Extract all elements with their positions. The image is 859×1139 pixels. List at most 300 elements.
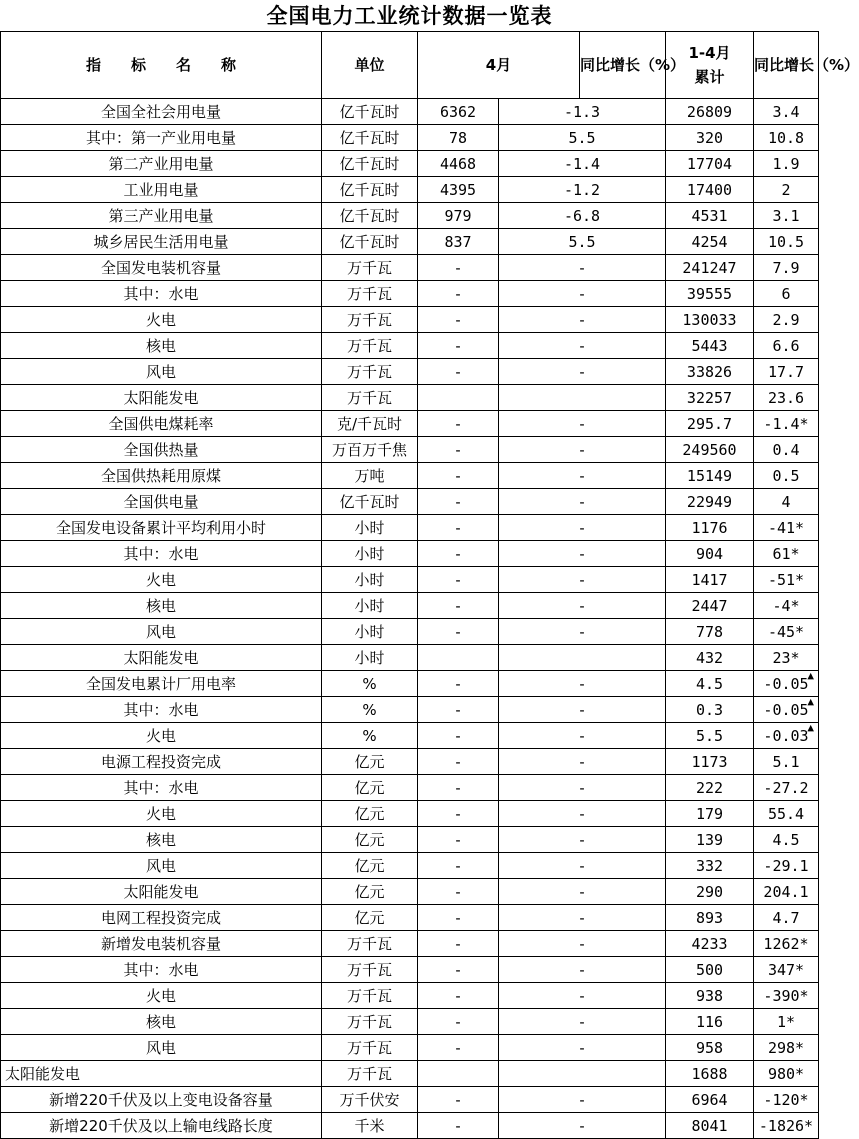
- indicator-name: [1, 1035, 322, 1061]
- month-value-text: -: [453, 310, 463, 329]
- month-yoy: [499, 1061, 666, 1087]
- month-value: [418, 151, 499, 177]
- month-yoy: [499, 697, 666, 723]
- unit-cell: [322, 307, 418, 333]
- month-yoy: [499, 801, 666, 827]
- cumulative-value-text: 17704: [686, 154, 733, 173]
- month-value-text: -: [453, 518, 463, 537]
- unit-cell-text: 万千瓦: [346, 336, 392, 355]
- month-yoy: [499, 827, 666, 853]
- month-value: [418, 827, 499, 853]
- unit-cell-text: 万千瓦: [346, 310, 392, 329]
- month-value-text: -: [453, 258, 463, 277]
- indicator-name-text: 其中：第一产业用电量: [85, 128, 236, 147]
- unit-cell-text: 万千伏安: [339, 1090, 400, 1109]
- month-value-text: -: [453, 700, 463, 719]
- indicator-name-text: 全国发电累计厂用电率: [85, 674, 236, 693]
- unit-cell: [322, 489, 418, 515]
- month-yoy: [499, 775, 666, 801]
- month-value-text: -: [453, 908, 463, 927]
- month-value-text: 6362: [439, 102, 477, 121]
- cumulative-value: [666, 905, 754, 931]
- month-value-text: -: [453, 440, 463, 459]
- indicator-name: [1, 177, 322, 203]
- cumulative-value: [666, 307, 754, 333]
- unit-cell: [322, 385, 418, 411]
- cumulative-value-text: 332: [695, 856, 724, 875]
- cumulative-value: [666, 567, 754, 593]
- table-row: [1, 775, 819, 801]
- cumulative-yoy: [754, 99, 819, 125]
- table-row: [1, 801, 819, 827]
- month-value: [418, 385, 499, 411]
- indicator-name: [1, 983, 322, 1009]
- month-yoy: [499, 489, 666, 515]
- unit-cell-text: %: [362, 674, 377, 693]
- indicator-name-text: 核电: [145, 336, 176, 355]
- cumulative-yoy: [754, 255, 819, 281]
- cumulative-value: [666, 203, 754, 229]
- month-yoy-text: -: [577, 908, 587, 927]
- cumulative-value-text: 290: [695, 882, 724, 901]
- month-yoy: [499, 567, 666, 593]
- month-yoy: [499, 203, 666, 229]
- month-value: [418, 671, 499, 697]
- month-value-text: -: [453, 830, 463, 849]
- cumulative-value: [666, 801, 754, 827]
- cumulative-yoy-text: 6.6: [772, 336, 800, 355]
- cumulative-yoy: [754, 385, 819, 411]
- triangle-marker-icon: ▲: [807, 695, 814, 708]
- cumulative-yoy-text: -120*: [763, 1090, 809, 1109]
- table-row: [1, 203, 819, 229]
- month-yoy: [499, 515, 666, 541]
- unit-cell-text: 千米: [354, 1116, 385, 1135]
- indicator-name: [1, 203, 322, 229]
- unit-cell: [322, 983, 418, 1009]
- table-row: [1, 749, 819, 775]
- unit-cell: [322, 515, 418, 541]
- table-row: [1, 619, 819, 645]
- table-row: [1, 1035, 819, 1061]
- unit-cell-text: 亿元: [354, 856, 385, 875]
- unit-cell: [322, 1087, 418, 1113]
- cumulative-yoy-text: 5.1: [772, 752, 800, 771]
- cumulative-yoy: [754, 827, 819, 853]
- unit-cell: [322, 879, 418, 905]
- cumulative-value-text: 5.5: [695, 726, 724, 745]
- cumulative-yoy-text: 3.1: [772, 206, 800, 225]
- unit-cell: [322, 437, 418, 463]
- cumulative-value-text: 295.7: [686, 414, 733, 433]
- cumulative-yoy: [754, 125, 819, 151]
- unit-cell-text: 万千瓦: [346, 388, 392, 407]
- cumulative-yoy: [754, 151, 819, 177]
- unit-cell: [322, 775, 418, 801]
- cumulative-yoy-text: 1262*: [763, 934, 809, 953]
- table-row: [1, 333, 819, 359]
- month-value-text: -: [453, 596, 463, 615]
- cumulative-yoy-text: 7.9: [772, 258, 800, 277]
- cumulative-yoy-text: -51*: [767, 570, 805, 589]
- unit-cell: [322, 593, 418, 619]
- indicator-name: [1, 1113, 322, 1139]
- cumulative-yoy-text: 2: [781, 180, 791, 199]
- cumulative-value-text: 778: [695, 622, 724, 641]
- unit-cell: [322, 229, 418, 255]
- table-row: [1, 983, 819, 1009]
- indicator-name: [1, 775, 322, 801]
- cumulative-yoy: [754, 203, 819, 229]
- unit-cell-text: 小时: [354, 544, 385, 563]
- cumulative-yoy-text: 980*: [767, 1064, 805, 1083]
- unit-cell-text: 万千瓦: [346, 1064, 392, 1083]
- unit-cell: [322, 1009, 418, 1035]
- indicator-name: [1, 593, 322, 619]
- table-row: [1, 567, 819, 593]
- triangle-marker-icon: ▲: [807, 721, 814, 734]
- unit-cell-text: 万千瓦: [346, 362, 392, 381]
- month-yoy-text: -1.4: [563, 154, 601, 173]
- header-cumulative-yoy: 同比增长（%）: [754, 32, 819, 99]
- table-row: [1, 931, 819, 957]
- month-value: [418, 1087, 499, 1113]
- unit-cell: [322, 671, 418, 697]
- indicator-name-text: 其中：水电: [123, 960, 199, 979]
- month-value: [418, 99, 499, 125]
- month-value: [418, 229, 499, 255]
- unit-cell-text: 万千瓦: [346, 258, 392, 277]
- cumulative-value: [666, 1035, 754, 1061]
- cumulative-yoy-text: -27.2: [763, 778, 809, 797]
- month-value: [418, 307, 499, 333]
- month-yoy-text: -: [577, 700, 587, 719]
- table-row: [1, 1087, 819, 1113]
- indicator-name-text: 新增发电装机容量: [100, 934, 221, 953]
- month-yoy: [499, 593, 666, 619]
- cumulative-yoy-text: -1.4*: [763, 414, 809, 433]
- month-yoy: [499, 1035, 666, 1061]
- cumulative-value: [666, 1087, 754, 1113]
- month-value: [418, 801, 499, 827]
- indicator-name-text: 全国供热耗用原煤: [100, 466, 221, 485]
- indicator-name-text: 电网工程投资完成: [100, 908, 221, 927]
- unit-cell-text: 亿千瓦时: [339, 154, 400, 173]
- cumulative-yoy: [754, 645, 819, 671]
- cumulative-value: [666, 697, 754, 723]
- cumulative-value-text: 500: [695, 960, 724, 979]
- indicator-name-text: 风电: [145, 362, 176, 381]
- month-yoy-text: -: [577, 362, 587, 381]
- cumulative-value: [666, 671, 754, 697]
- cumulative-value: [666, 411, 754, 437]
- month-value: [418, 1113, 499, 1139]
- month-yoy: [499, 645, 666, 671]
- month-value-text: -: [453, 1116, 463, 1135]
- unit-cell-text: 亿千瓦时: [339, 102, 400, 121]
- cumulative-value-text: 4.5: [695, 674, 724, 693]
- cumulative-value-text: 241247: [682, 258, 737, 277]
- indicator-name: [1, 697, 322, 723]
- month-yoy: [499, 411, 666, 437]
- month-yoy-text: -: [577, 518, 587, 537]
- unit-cell: [322, 541, 418, 567]
- table-row: [1, 879, 819, 905]
- month-yoy-text: -: [577, 414, 587, 433]
- cumulative-value: [666, 983, 754, 1009]
- month-value: [418, 905, 499, 931]
- table-row: [1, 307, 819, 333]
- indicator-name-text: 新增220千伏及以上变电设备容量: [49, 1090, 273, 1109]
- unit-cell: [322, 723, 418, 749]
- cumulative-value: [666, 775, 754, 801]
- month-yoy: [499, 957, 666, 983]
- unit-cell: [322, 1113, 418, 1139]
- table-row: [1, 463, 819, 489]
- cumulative-value: [666, 853, 754, 879]
- indicator-name-text: 其中：水电: [123, 544, 199, 563]
- cumulative-value: [666, 151, 754, 177]
- cumulative-yoy-text: 17.7: [767, 362, 805, 381]
- month-value: [418, 281, 499, 307]
- month-value-text: -: [453, 856, 463, 875]
- table-row: [1, 541, 819, 567]
- cumulative-yoy: [754, 1061, 819, 1087]
- unit-cell-text: 万吨: [354, 466, 385, 485]
- cumulative-yoy: [754, 723, 819, 749]
- unit-cell: [322, 957, 418, 983]
- month-yoy-text: -6.8: [563, 206, 601, 225]
- month-yoy: [499, 723, 666, 749]
- month-yoy: [499, 749, 666, 775]
- indicator-name: [1, 879, 322, 905]
- cumulative-yoy-text: -45*: [767, 622, 805, 641]
- month-yoy: [499, 671, 666, 697]
- cumulative-yoy-text: 10.8: [767, 128, 805, 147]
- cumulative-value: [666, 1061, 754, 1087]
- unit-cell: [322, 801, 418, 827]
- unit-cell-text: 亿千瓦时: [339, 128, 400, 147]
- month-value: [418, 255, 499, 281]
- month-yoy: [499, 619, 666, 645]
- cumulative-yoy: [754, 567, 819, 593]
- month-yoy-text: -: [577, 440, 587, 459]
- table-row: [1, 593, 819, 619]
- month-value: [418, 333, 499, 359]
- month-value-text: -: [453, 1090, 463, 1109]
- month-value: [418, 1009, 499, 1035]
- indicator-name-text: 电源工程投资完成: [100, 752, 221, 771]
- cumulative-yoy: [754, 957, 819, 983]
- cumulative-yoy: [754, 697, 819, 723]
- header-unit: 单位: [322, 32, 418, 99]
- cumulative-value: [666, 125, 754, 151]
- cumulative-yoy: [754, 853, 819, 879]
- cumulative-value-text: 5443: [691, 336, 728, 355]
- indicator-name-text: 其中：水电: [123, 284, 199, 303]
- month-yoy-text: -: [577, 284, 587, 303]
- month-yoy: [499, 1087, 666, 1113]
- cumulative-value-text: 15149: [686, 466, 733, 485]
- indicator-name: [1, 957, 322, 983]
- month-value: [418, 1035, 499, 1061]
- cumulative-value-text: 0.3: [695, 700, 724, 719]
- unit-cell-text: 小时: [354, 570, 385, 589]
- indicator-name: [1, 905, 322, 931]
- unit-cell-text: 万千瓦: [346, 986, 392, 1005]
- indicator-name: [1, 151, 322, 177]
- unit-cell: [322, 281, 418, 307]
- statistics-table: [0, 31, 859, 1139]
- unit-cell: [322, 697, 418, 723]
- unit-cell: [322, 333, 418, 359]
- month-yoy-text: -: [577, 492, 587, 511]
- cumulative-yoy-text: -390*: [763, 986, 809, 1005]
- unit-cell-text: 万千瓦: [346, 284, 392, 303]
- unit-cell: [322, 1061, 418, 1087]
- month-value-text: -: [453, 570, 463, 589]
- indicator-name: [1, 359, 322, 385]
- unit-cell-text: 小时: [354, 596, 385, 615]
- cumulative-yoy-text: 3.4: [772, 102, 800, 121]
- unit-cell: [322, 411, 418, 437]
- cumulative-yoy: [754, 359, 819, 385]
- indicator-name-text: 核电: [145, 830, 176, 849]
- month-yoy: [499, 879, 666, 905]
- indicator-name: [1, 645, 322, 671]
- month-value: [418, 489, 499, 515]
- indicator-name-text: 太阳能发电: [123, 388, 199, 407]
- month-yoy: [499, 229, 666, 255]
- indicator-name: [1, 99, 322, 125]
- cumulative-value: [666, 879, 754, 905]
- cumulative-value-text: 938: [695, 986, 724, 1005]
- month-yoy: [499, 281, 666, 307]
- table-row: [1, 645, 819, 671]
- cumulative-value-text: 139: [695, 830, 724, 849]
- indicator-name-text: 火电: [145, 804, 176, 823]
- cumulative-value-text: 432: [695, 648, 724, 667]
- table-row: [1, 151, 819, 177]
- cumulative-value-text: 249560: [682, 440, 737, 459]
- cumulative-yoy: [754, 333, 819, 359]
- indicator-name: [1, 567, 322, 593]
- unit-cell-text: 万千瓦: [346, 1038, 392, 1057]
- table-row: [1, 359, 819, 385]
- month-yoy: [499, 125, 666, 151]
- cumulative-value-text: 2447: [691, 596, 728, 615]
- cumulative-value-text: 1176: [691, 518, 728, 537]
- cumulative-yoy-text: 23.6: [767, 388, 805, 407]
- cumulative-yoy-text: -0.05: [763, 674, 809, 693]
- cumulative-yoy-text: 61*: [772, 544, 800, 563]
- cumulative-value: [666, 177, 754, 203]
- month-yoy: [499, 177, 666, 203]
- cumulative-yoy-text: -29.1: [763, 856, 809, 875]
- table-row: [1, 697, 819, 723]
- cumulative-yoy: [754, 1113, 819, 1139]
- indicator-name: [1, 749, 322, 775]
- cumulative-value: [666, 229, 754, 255]
- indicator-name: [1, 1061, 322, 1087]
- month-yoy-text: -1.3: [563, 102, 601, 121]
- table-header-row: [1, 32, 819, 99]
- unit-cell: [322, 1035, 418, 1061]
- month-value: [418, 957, 499, 983]
- table-row: [1, 515, 819, 541]
- indicator-name: [1, 619, 322, 645]
- header-cumulative-label: 累计: [694, 68, 725, 86]
- table-row: [1, 385, 819, 411]
- cumulative-yoy: [754, 879, 819, 905]
- month-yoy: [499, 931, 666, 957]
- month-value-text: -: [453, 466, 463, 485]
- cumulative-value-text: 958: [695, 1038, 724, 1057]
- cumulative-value-text: 893: [695, 908, 724, 927]
- cumulative-value-text: 33826: [686, 362, 733, 381]
- indicator-name: [1, 671, 322, 697]
- cumulative-yoy: [754, 593, 819, 619]
- unit-cell: [322, 645, 418, 671]
- indicator-name-text: 火电: [145, 986, 176, 1005]
- cumulative-yoy-text: 55.4: [767, 804, 805, 823]
- month-value-text: -: [453, 492, 463, 511]
- cumulative-yoy: [754, 229, 819, 255]
- month-yoy-text: 5.5: [568, 128, 596, 147]
- unit-cell-text: 亿元: [354, 804, 385, 823]
- month-yoy-text: -: [577, 674, 587, 693]
- month-value: [418, 931, 499, 957]
- cumulative-yoy: [754, 983, 819, 1009]
- cumulative-value-text: 26809: [686, 102, 733, 121]
- indicator-name: [1, 541, 322, 567]
- cumulative-value-text: 39555: [686, 284, 733, 303]
- cumulative-value-text: 22949: [686, 492, 733, 511]
- table-body: [1, 99, 819, 1139]
- cumulative-yoy-text: 0.5: [772, 466, 800, 485]
- indicator-name-text: 全国供电量: [123, 492, 199, 511]
- indicator-name-text: 风电: [145, 1038, 176, 1057]
- unit-cell: [322, 749, 418, 775]
- month-value: [418, 749, 499, 775]
- indicator-name-text: 其中：水电: [123, 700, 199, 719]
- month-value: [418, 541, 499, 567]
- cumulative-yoy: [754, 437, 819, 463]
- month-yoy-text: -: [577, 1012, 587, 1031]
- month-yoy-text: -: [577, 830, 587, 849]
- unit-cell: [322, 853, 418, 879]
- cumulative-value: [666, 1009, 754, 1035]
- cumulative-value-text: 1173: [691, 752, 728, 771]
- unit-cell-text: 亿千瓦时: [339, 492, 400, 511]
- unit-cell-text: 小时: [354, 518, 385, 537]
- unit-cell-text: %: [362, 700, 377, 719]
- cumulative-value: [666, 723, 754, 749]
- table-row: [1, 853, 819, 879]
- month-yoy-text: -: [577, 986, 587, 1005]
- cumulative-yoy: [754, 541, 819, 567]
- cumulative-value-text: 4531: [691, 206, 728, 225]
- cumulative-yoy-text: 6: [781, 284, 791, 303]
- indicator-name: [1, 307, 322, 333]
- month-value-text: -: [453, 362, 463, 381]
- indicator-name-text: 全国供电煤耗率: [108, 414, 214, 433]
- unit-cell-text: %: [362, 726, 377, 745]
- table-row: [1, 1113, 819, 1139]
- month-value: [418, 515, 499, 541]
- cumulative-value: [666, 957, 754, 983]
- month-value: [418, 437, 499, 463]
